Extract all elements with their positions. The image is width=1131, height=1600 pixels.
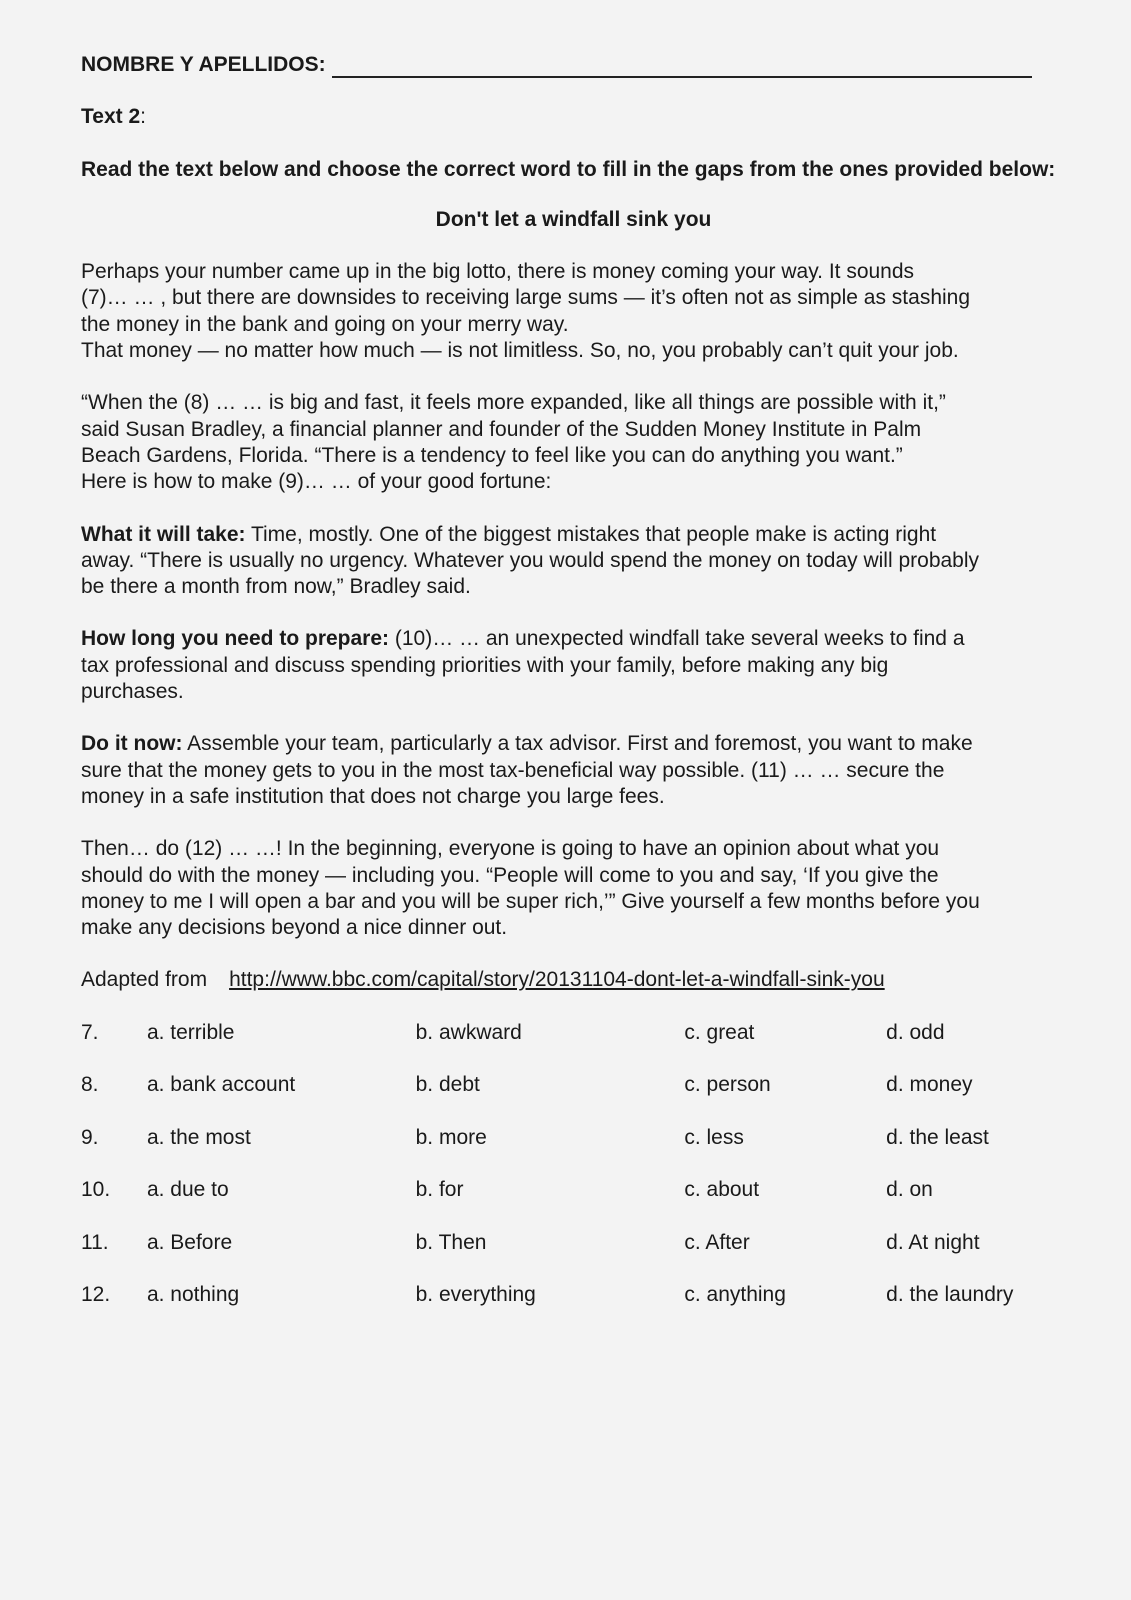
paragraph-text: (10)… … an unexpected windfall take several weeks to find a: [389, 627, 965, 651]
source-link[interactable]: http://www.bbc.com/capital/story/20131104-dont-let-a-windfall-sink-you: [229, 968, 885, 992]
option-a[interactable]: a. due to: [146, 1178, 229, 1202]
question-row: [81, 1125, 1066, 1178]
option-b[interactable]: b. everything: [415, 1283, 536, 1307]
option-d[interactable]: d. the least: [886, 1125, 989, 1149]
option-d[interactable]: d. money: [886, 1073, 973, 1097]
paragraph-line: said Susan Bradley, a financial planner and founder of the Sudden Money Institute in Palm: [81, 417, 922, 441]
question-number: 9.: [81, 1125, 99, 1149]
paragraph-2: [81, 390, 1066, 495]
question-row: [81, 1020, 1066, 1073]
paragraph-line: be there a month from now,” Bradley said.: [81, 575, 471, 599]
option-b[interactable]: b. awkward: [415, 1020, 522, 1044]
paragraph-line: [81, 522, 1066, 548]
paragraph-line: tax professional and discuss spending priorities with your family, before making any big: [81, 653, 889, 677]
option-d[interactable]: d. At night: [886, 1230, 980, 1254]
paragraph-line: money to me I will open a bar and you will be super rich,’” Give yourself a few months before you: [81, 889, 980, 913]
paragraph-text: Time, mostly. One of the biggest mistakes that people make is acting right: [245, 522, 937, 546]
text-label: Text 2: [81, 105, 141, 129]
paragraph-4: [81, 626, 1066, 705]
paragraph-line: the money in the bank and going on your merry way.: [81, 312, 569, 336]
section-heading: What it will take:: [81, 522, 246, 546]
paragraph-3: [81, 522, 1066, 601]
option-c[interactable]: c. about: [684, 1178, 760, 1202]
option-b[interactable]: b. Then: [415, 1230, 487, 1254]
name-blank-line[interactable]: [332, 54, 1032, 78]
paragraph-line: purchases.: [81, 680, 184, 704]
source-line: [81, 967, 1066, 993]
option-a[interactable]: a. bank account: [146, 1073, 296, 1097]
article-title: Don't let a windfall sink you: [435, 207, 712, 231]
paragraph-line: (7)… … , but there are downsides to receiving large sums — it’s often not as simple as stashing: [81, 286, 971, 310]
option-d[interactable]: d. odd: [886, 1020, 945, 1044]
question-number: 12.: [81, 1283, 111, 1307]
instructions: Read the text below and choose the correct word to fill in the gaps from the ones provided below:: [81, 157, 1056, 181]
options-table: [81, 1020, 1066, 1335]
paragraph-line: sure that the money gets to you in the most tax-beneficial way possible. (11) … … secure the: [81, 758, 945, 782]
paragraph-1: [81, 259, 1066, 364]
paragraph-line: [81, 626, 1066, 652]
source-label: Adapted from: [81, 968, 208, 992]
paragraph-6: [81, 836, 1066, 941]
option-c[interactable]: c. After: [684, 1230, 750, 1254]
option-b[interactable]: b. more: [415, 1125, 487, 1149]
option-a[interactable]: a. the most: [146, 1125, 251, 1149]
question-row: [81, 1177, 1066, 1230]
section-heading: Do it now:: [81, 732, 183, 756]
paragraph-line: [81, 731, 1066, 757]
option-c[interactable]: c. person: [684, 1073, 771, 1097]
paragraph-text: Assemble your team, particularly a tax advisor. First and foremost, you want to make: [182, 732, 973, 756]
option-a[interactable]: a. Before: [146, 1230, 233, 1254]
question-row: [81, 1072, 1066, 1125]
paragraph-line: Here is how to make (9)… … of your good fortune:: [81, 470, 552, 494]
paragraph-5: [81, 731, 1066, 810]
paragraph-line: should do with the money — including you. “People will come to you and say, ‘If you give the: [81, 863, 939, 887]
question-number: 8.: [81, 1073, 99, 1097]
name-label: NOMBRE Y APELLIDOS:: [81, 53, 326, 76]
question-row: [81, 1230, 1066, 1283]
text-colon: :: [140, 105, 146, 129]
option-a[interactable]: a. nothing: [146, 1283, 240, 1307]
paragraph-line: Then… do (12) … …! In the beginning, everyone is going to have an opinion about what you: [81, 837, 940, 861]
option-c[interactable]: c. great: [684, 1020, 755, 1044]
option-a[interactable]: a. terrible: [146, 1020, 235, 1044]
option-d[interactable]: d. on: [886, 1178, 933, 1202]
paragraph-line: “When the (8) … … is big and fast, it feels more expanded, like all things are possible with it,”: [81, 391, 946, 415]
option-b[interactable]: b. for: [415, 1178, 464, 1202]
question-number: 11.: [81, 1230, 109, 1254]
paragraph-line: That money — no matter how much — is not limitless. So, no, you probably can’t quit your job.: [81, 339, 959, 363]
option-d[interactable]: d. the laundry: [886, 1283, 1014, 1307]
question-number: 10.: [81, 1178, 111, 1202]
paragraph-line: Beach Gardens, Florida. “There is a tendency to feel like you can do anything you want.”: [81, 443, 903, 467]
worksheet-page: [81, 52, 1066, 1335]
paragraph-line: make any decisions beyond a nice dinner out.: [81, 916, 508, 940]
option-c[interactable]: c. less: [684, 1125, 744, 1149]
question-number: 7.: [81, 1020, 99, 1044]
section-heading: How long you need to prepare:: [81, 627, 390, 651]
text-number: [81, 104, 1066, 130]
option-c[interactable]: c. anything: [684, 1283, 786, 1307]
option-b[interactable]: b. debt: [415, 1073, 480, 1097]
paragraph-line: money in a safe institution that does not charge you large fees.: [81, 784, 665, 808]
paragraph-line: Perhaps your number came up in the big lotto, there is money coming your way. It sounds: [81, 260, 915, 284]
paragraph-line: away. “There is usually no urgency. Whatever you would spend the money on today will probably: [81, 548, 980, 572]
name-row: [81, 52, 1066, 78]
question-row: [81, 1282, 1066, 1335]
